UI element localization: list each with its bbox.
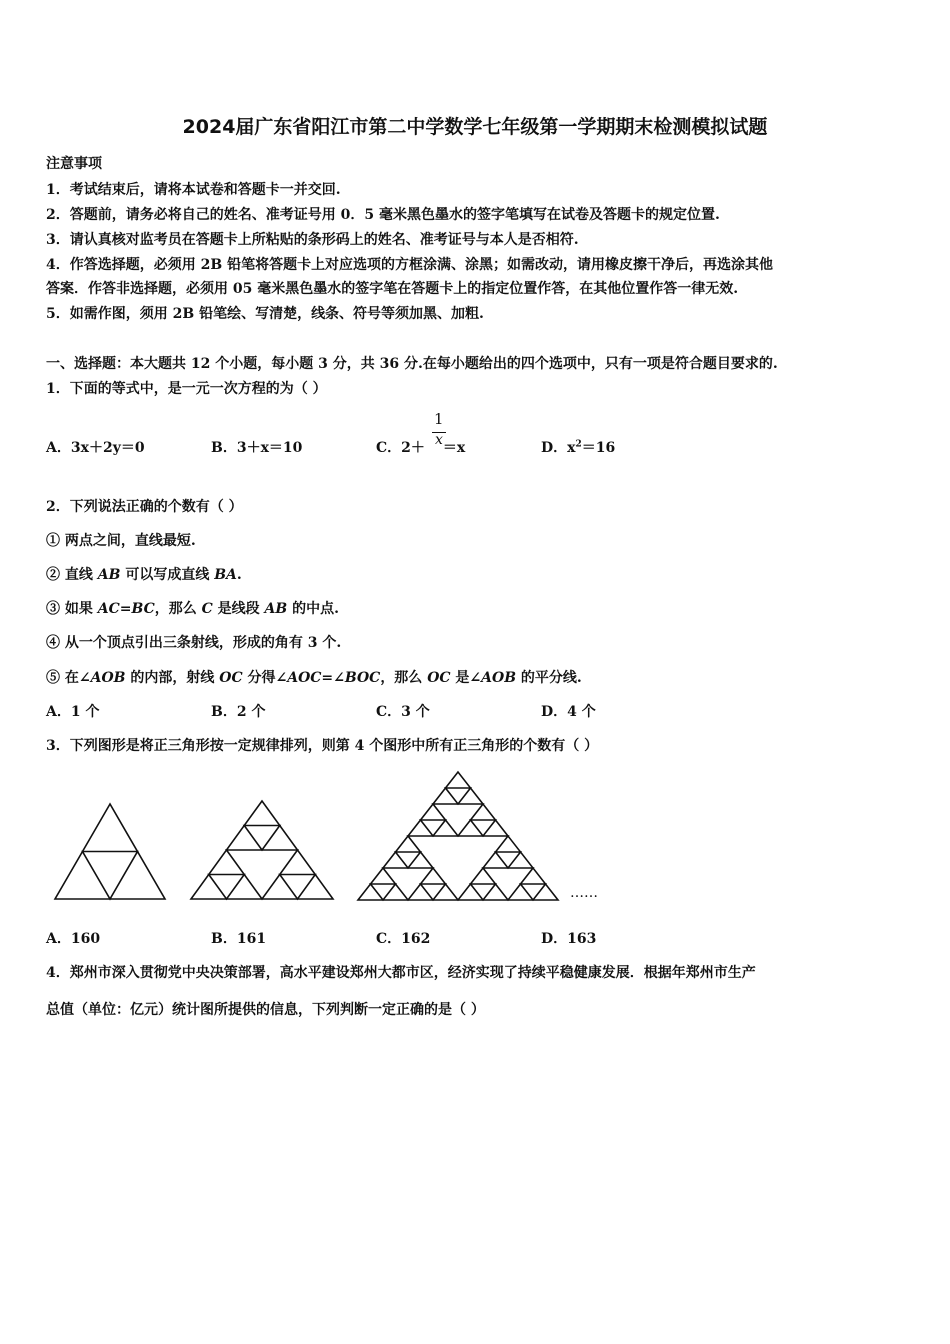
question-4-stem-line-2: 总值（单位：亿元）统计图所提供的信息，下列判断一定正确的是（ ）	[46, 1002, 485, 1018]
question-2-stem: 2．下列说法正确的个数有（ ）	[46, 499, 243, 515]
q3-option-d: D．163	[541, 931, 597, 947]
page-title: 2024届广东省阳江市第二中学数学七年级第一学期期末检测模拟试题	[182, 116, 768, 138]
notice-item: 5．如需作图，须用 2B 铅笔绘、写清楚，线条、符号等须加黑、加粗.	[46, 306, 484, 322]
q1-option-d: D．$x^2=16$	[541, 439, 616, 456]
notice-item: 4．作答选择题，必须用 2B 铅笔将答题卡上对应选项的方框涂满、涂黑；如需改动，请用橡皮擦干净后，再选涂其他	[46, 257, 774, 273]
q2-statement-2: ② 直线 AB 可以写成直线 BA.	[46, 567, 242, 583]
q1-option-a: A．3x＋2y＝0	[46, 440, 145, 456]
question-3-stem: 3．下列图形是将正三角形按一定规律排列，则第 4 个图形中所有正三角形的个数有（ ）	[46, 738, 599, 754]
notice-item: 答案．作答非选择题，必须用 05 毫米黑色墨水的签字笔在答题卡上的指定位置作答，在其他位置作答一律无效.	[46, 281, 739, 297]
fraction-denominator: x	[435, 432, 443, 448]
q2-statement-1: ① 两点之间，直线最短.	[46, 533, 196, 549]
question-4-stem-line-1: 4．郑州市深入贯彻党中央决策部署，高水平建设郑州大都市区，经济实现了持续平稳健康发展．根据年郑州市生产	[46, 965, 756, 981]
q3-option-b: B．161	[211, 931, 267, 947]
fraction-numerator: 1	[434, 410, 444, 428]
notice-item: 3．请认真核对监考员在答题卡上所粘贴的条形码上的姓名、准考证号与本人是否相符.	[46, 232, 579, 248]
notice-item: 1．考试结束后，请将本试卷和答题卡一并交回.	[46, 182, 341, 198]
notice-heading: 注意事项	[46, 156, 102, 172]
notice-item: 2．答题前，请务必将自己的姓名、准考证号用 0．5 毫米黑色墨水的签字笔填写在试卷及答题卡的规定位置.	[46, 207, 720, 223]
q2-statement-3: ③ 如果 AC=BC，那么 C 是线段 AB 的中点.	[46, 601, 339, 617]
section-heading: 一、选择题：本大题共 12 个小题，每小题 3 分，共 36 分.在每小题给出的四个选项中，只有一项是符合题目要求的.	[46, 356, 778, 372]
q3-option-c: C．162	[376, 931, 431, 947]
triangle-figure-3	[358, 772, 558, 900]
triangle-figure-1	[55, 804, 165, 899]
q1-option-b: B．3＋x＝10	[211, 440, 303, 456]
q2-option-d: D．4 个	[541, 704, 596, 720]
triangle-figure-2	[191, 801, 333, 899]
q2-option-a: A．1 个	[46, 704, 100, 720]
question-1-stem: 1．下面的等式中，是一元一次方程的为（ ）	[46, 381, 327, 397]
figure-ellipsis: ……	[570, 885, 598, 901]
q1-option-c: C．2＋ ＝x	[376, 440, 466, 456]
q2-option-b: B．2 个	[211, 704, 266, 720]
q3-option-a: A．160	[46, 931, 101, 947]
q2-option-c: C．3 个	[376, 704, 430, 720]
q2-statement-5: ⑤ 在∠AOB 的内部，射线 OC 分得∠AOC=∠BOC，那么 OC 是∠AOB 的平分线.	[46, 670, 582, 686]
q2-statement-4: ④ 从一个顶点引出三条射线，形成的角有 3 个.	[46, 635, 342, 651]
